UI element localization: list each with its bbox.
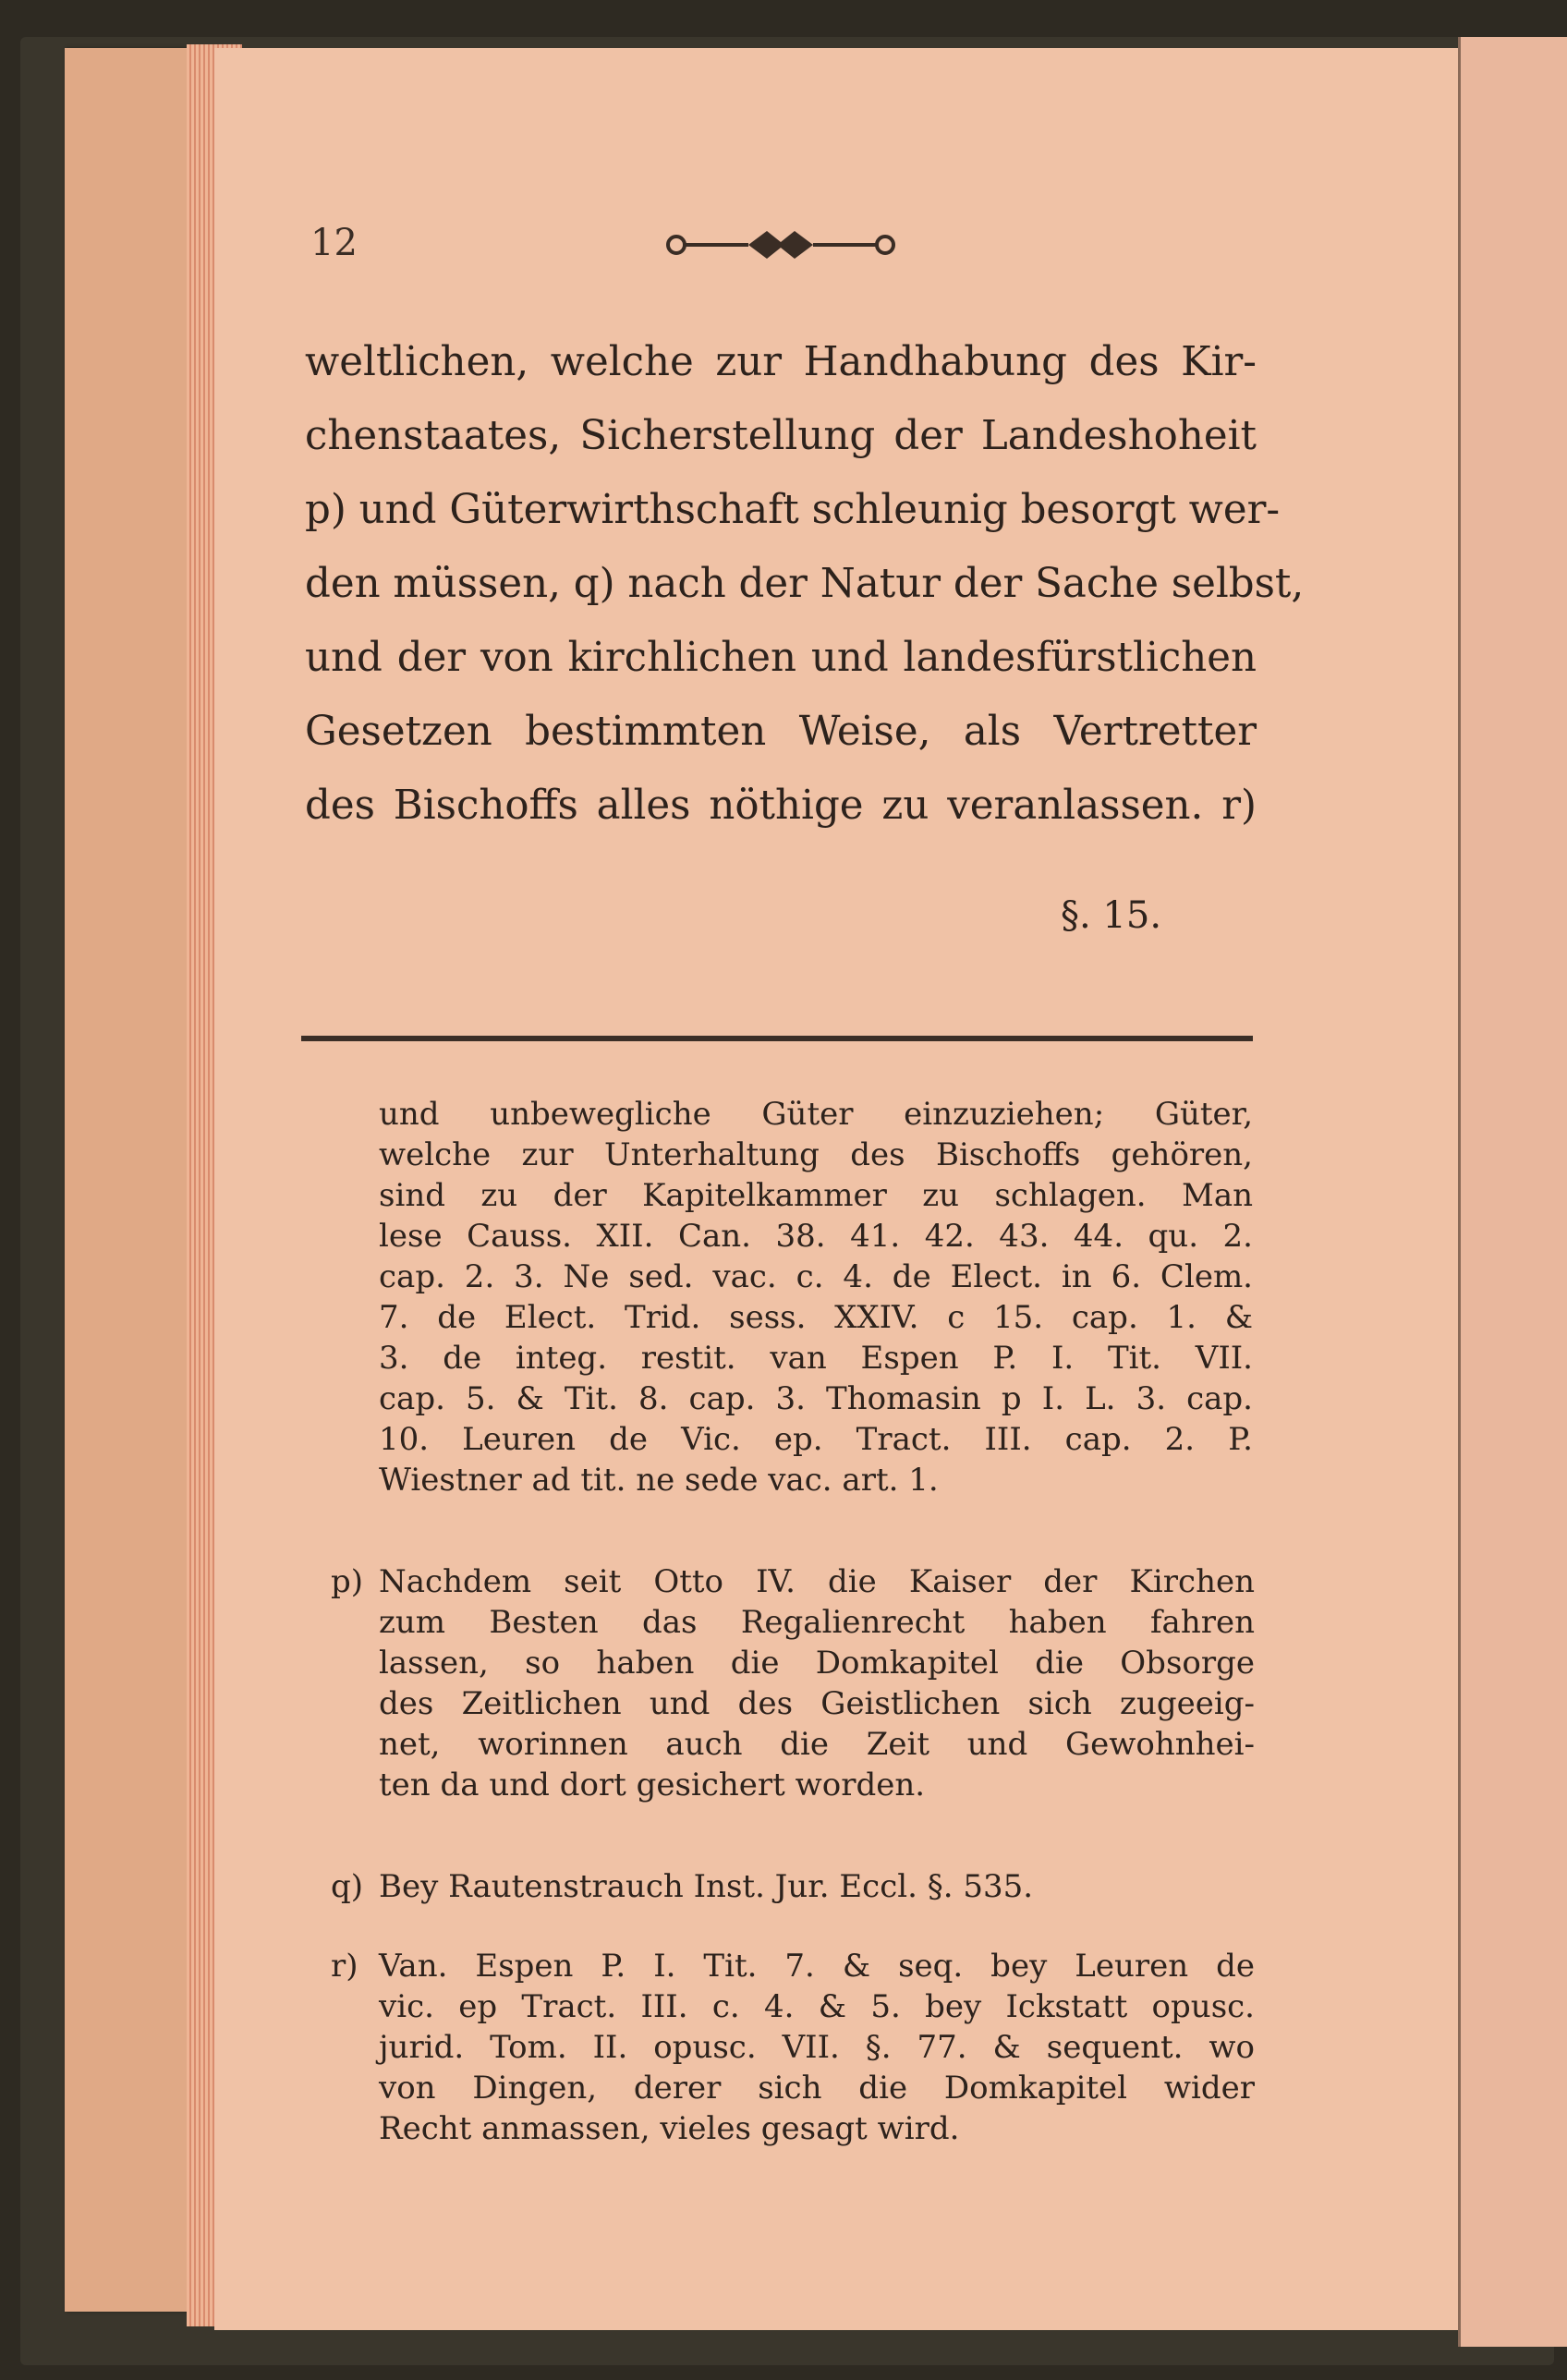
text-line: p) und Güterwirthschaft schleunig besorgt wer- bbox=[305, 487, 1281, 533]
header-ornament bbox=[665, 222, 896, 268]
footnote-p bbox=[331, 1561, 1255, 1805]
text-line: Gesetzen bestimmten Weise, als Vertretter bbox=[305, 709, 1257, 755]
footnote-line: jurid. Tom. II. opusc. VII. §. 77. & sequent. wo bbox=[379, 2029, 1255, 2066]
section-heading: §. 15. bbox=[1061, 894, 1162, 937]
footnote-line: vic. ep Tract. III. c. 4. & 5. bey Ickstatt opusc. bbox=[379, 1988, 1255, 2025]
footnote-line: lese Causs. XII. Can. 38. 41. 42. 43. 44. qu. 2. bbox=[379, 1218, 1253, 1255]
footnote-line: welche zur Unterhaltung des Bischoffs gehören, bbox=[379, 1136, 1253, 1173]
text-line: den müssen, q) nach der Natur der Sache selbst, bbox=[305, 561, 1305, 607]
footnote-r bbox=[331, 1946, 1255, 2149]
text-line: chenstaates, Sicherstellung der Landeshoheit bbox=[305, 413, 1257, 459]
footnote-line: von Dingen, derer sich die Domkapitel wider bbox=[379, 2070, 1255, 2107]
footnote-line: lassen, so haben die Domkapitel die Obsorge bbox=[379, 1645, 1255, 1682]
footnote-divider bbox=[301, 1036, 1253, 1041]
facing-page-edge bbox=[1458, 37, 1567, 2347]
page-number: 12 bbox=[310, 222, 358, 264]
footnote-line: 7. de Elect. Trid. sess. XXIV. c 15. cap. 1. & bbox=[379, 1299, 1253, 1336]
footnote-q bbox=[331, 1866, 1255, 1907]
footnote-line: ten da und dort gesichert worden. bbox=[379, 1767, 926, 1803]
text-line: weltlichen, welche zur Handhabung des Kir- bbox=[305, 339, 1257, 385]
footnote-line: net, worinnen auch die Zeit und Gewohnhei- bbox=[379, 1726, 1255, 1763]
footnote-line: 10. Leuren de Vic. ep. Tract. III. cap. 2. P. bbox=[379, 1421, 1253, 1458]
footnote-line: des Zeitlichen und des Geistlichen sich zugeeig- bbox=[379, 1685, 1255, 1722]
text-line: und der von kirchlichen und landesfürstlichen bbox=[305, 635, 1257, 681]
footnote-line: 3. de integ. restit. van Espen P. I. Tit. VII. bbox=[379, 1340, 1253, 1377]
footnote-line: Van. Espen P. I. Tit. 7. & seq. bey Leuren de bbox=[379, 1948, 1255, 1985]
footnote-line: Nachdem seit Otto IV. die Kaiser der Kirchen bbox=[379, 1563, 1255, 1600]
text-line: des Bischoffs alles nöthige zu veranlassen. r) bbox=[305, 783, 1257, 829]
footnote-marker: r) bbox=[331, 1948, 358, 1985]
footnote-line: Recht anmassen, vieles gesagt wird. bbox=[379, 2110, 960, 2147]
footnote-line: Wiestner ad tit. ne sede vac. art. 1. bbox=[379, 1462, 939, 1499]
footnote-line: cap. 5. & Tit. 8. cap. 3. Thomasin p I. L. 3. cap. bbox=[379, 1380, 1253, 1417]
footnote-line: und unbewegliche Güter einzuziehen; Güter, bbox=[379, 1096, 1253, 1133]
footnote-marker: q) bbox=[331, 1868, 364, 1905]
footnote-line: zum Besten das Regalienrecht haben fahren bbox=[379, 1604, 1255, 1641]
footnote-line: Bey Rautenstrauch Inst. Jur. Eccl. §. 535. bbox=[379, 1868, 1034, 1905]
footnote-marker: p) bbox=[331, 1563, 364, 1600]
main-text bbox=[305, 325, 1305, 843]
footnote-continuation bbox=[379, 1094, 1253, 1500]
footnote-line: sind zu der Kapitelkammer zu schlagen. Man bbox=[379, 1177, 1253, 1214]
footnote-line: cap. 2. 3. Ne sed. vac. c. 4. de Elect. in 6. Clem. bbox=[379, 1258, 1253, 1295]
